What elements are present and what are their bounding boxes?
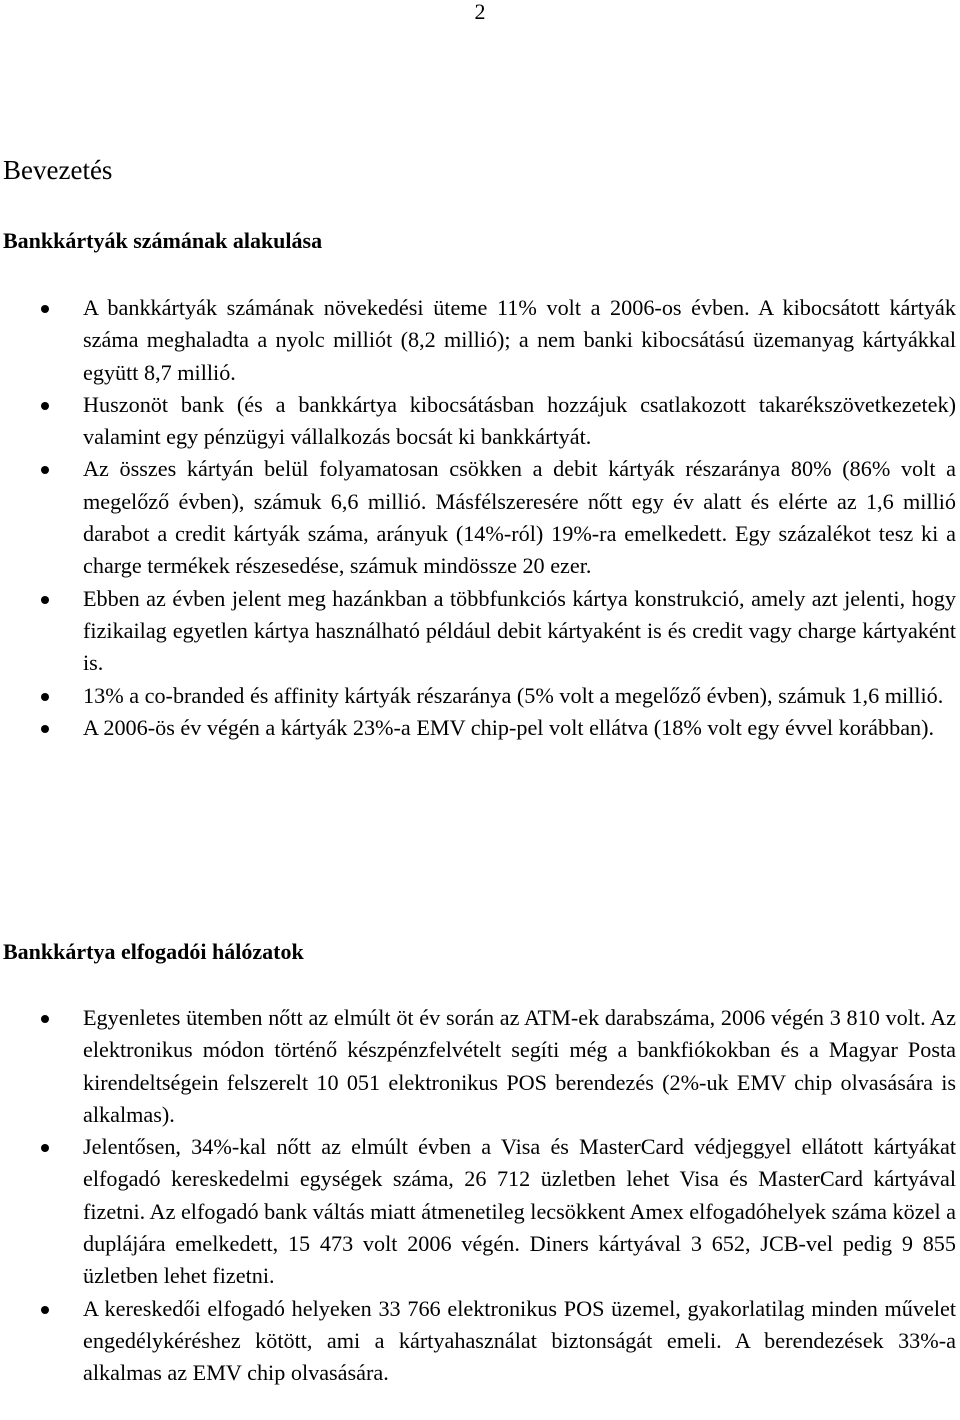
list-item bbox=[0, 1131, 960, 1292]
page-heading: Bevezetés bbox=[3, 155, 113, 185]
section-title-card-count: Bankkártyák számának alakulása bbox=[3, 228, 323, 253]
list-item-text: A 2006-ös év végén a kártyák 23%-a EMV chip-pel volt ellátva (18% volt egy évvel korábban). bbox=[83, 714, 935, 740]
bullet-dot-icon bbox=[41, 725, 49, 733]
bullet-dot-icon bbox=[41, 596, 49, 604]
list-item-text: Jelentősen, 34%-kal nőtt az elmúlt évben a Visa és MasterCard védjeggyel ellátott kártyákat elfogadó kereskedelmi egységek száma, 26 712 üzletben lehet Visa és MasterCard kártyával fizetni. Az elfogadó bank váltás miatt átmenetileg lecsökkent Amex elfogadóhelyek száma közel a duplájára emelkedett, 15 473 volt 2006 végén. Diners kártyával 3 652, JCB-vel pedig 9 855 üzletben lehet fizetni. bbox=[83, 1134, 957, 1289]
page-number: 2 bbox=[474, 0, 486, 24]
list-item bbox=[0, 292, 960, 389]
list-item-text: Egyenletes ütemben nőtt az elmúlt öt év során az ATM-ek darabszáma, 2006 végén 3 810 volt. Az elektronikus módon történő készpénzfelvételt segíti még a bankfiókokban és a Magyar Posta kirendeltségein felszerelt 10 051 elektronikus POS berendezés (2%-uk EMV chip olvasására is alkalmas). bbox=[83, 1005, 956, 1127]
list-item-text: Huszonöt bank (és a bankkártya kibocsátásban hozzájuk csatlakozott takarékszövetkezetek) valamint egy pénzügyi vállalkozás bocsát ki bankkártyát. bbox=[83, 391, 956, 450]
list-item bbox=[0, 680, 960, 712]
bullet-dot-icon bbox=[41, 1015, 49, 1023]
section-title-acceptance-networks: Bankkártya elfogadói hálózatok bbox=[3, 939, 304, 964]
bullet-list-card-count bbox=[0, 292, 960, 744]
list-item-text: Az összes kártyán belül folyamatosan csökken a debit kártyák részaránya 80% (86% volt a megelőző évben), számuk 6,6 millió. Másfélszeresére nőtt egy év alatt és elérte az 1,6 millió darabot a credit kártyák száma, arányuk (14%-ról) 19%-ra emelkedett. Egy százalékot tesz ki a charge termékek részesedése, számuk mindössze 20 ezer. bbox=[83, 456, 956, 579]
bullet-dot-icon bbox=[41, 305, 49, 313]
list-item-text: Ebben az évben jelent meg hazánkban a többfunkciós kártya konstrukció, amely azt jelenti, hogy fizikailag egyetlen kártya használható például debit kártyaként is és credit vagy charge kártyaként is. bbox=[83, 585, 956, 676]
bullet-dot-icon bbox=[41, 693, 49, 701]
bullet-dot-icon bbox=[41, 1306, 49, 1314]
list-item-text: 13% a co-branded és affinity kártyák részaránya (5% volt a megelőző évben), számuk 1,6 millió. bbox=[83, 682, 944, 708]
bullet-dot-icon bbox=[41, 1144, 49, 1152]
list-item bbox=[0, 389, 960, 454]
list-item bbox=[0, 1293, 960, 1390]
bullet-dot-icon bbox=[41, 466, 49, 474]
bullet-dot-icon bbox=[41, 402, 49, 410]
list-item bbox=[0, 583, 960, 680]
list-item bbox=[0, 453, 960, 582]
bullet-list-acceptance-networks bbox=[0, 1002, 960, 1390]
list-item bbox=[0, 712, 960, 744]
list-item-text: A bankkártyák számának növekedési üteme 11% volt a 2006-os évben. A kibocsátott kártyák száma meghaladta a nyolc milliót (8,2 millió); a nem banki kibocsátású üzemanyag kártyákkal együtt 8,7 millió. bbox=[83, 295, 956, 385]
list-item bbox=[0, 1002, 960, 1131]
list-item-text: A kereskedői elfogadó helyeken 33 766 elektronikus POS üzemel, gyakorlatilag minden művelet engedélykéréshez kötött, ami a kártyahasználat biztonságát emeli. A berendezések 33%-a alkalmas az EMV chip olvasására. bbox=[83, 1295, 956, 1386]
